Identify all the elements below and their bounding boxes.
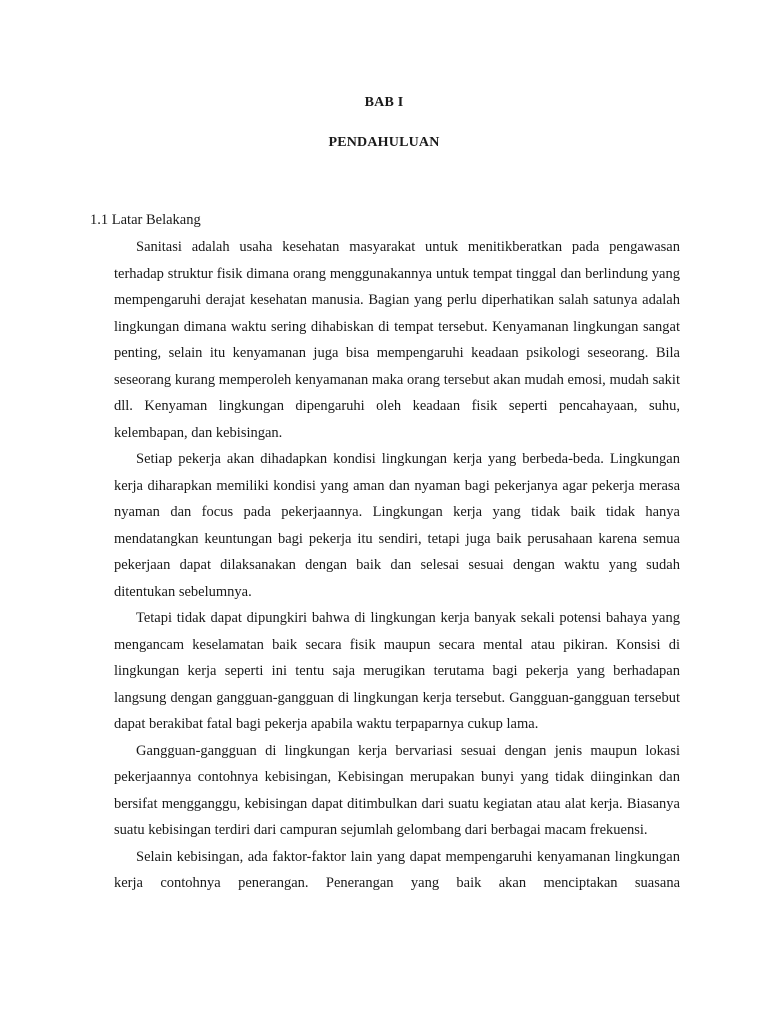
section-heading: 1.1 Latar Belakang xyxy=(90,212,201,228)
paragraph: Gangguan-gangguan di lingkungan kerja bervariasi sesuai dengan jenis maupun lokasi pekerjaannya contohnya kebisingan, Kebisingan merupakan bunyi yang tidak diinginkan dan bersifat mengganggu, kebisingan dapat ditimbulkan dari suatu kegiatan atau alat kerja. Biasanya suatu kebisingan terdiri dari campuran sejumlah gelombang dari berbagai macam frekuensi. xyxy=(114,742,680,838)
paragraph: Selain kebisingan, ada faktor-faktor lain yang dapat mempengaruhi kenyamanan lingkungan kerja contohnya penerangan. Penerangan yang baik akan menciptakan suasana xyxy=(114,848,680,891)
chapter-number: BAB I xyxy=(364,95,404,110)
chapter-title: PENDAHULUAN xyxy=(328,135,440,150)
paragraph: Sanitasi adalah usaha kesehatan masyarakat untuk menitikberatkan pada pengawasan terhadap struktur fisik dimana orang menggunakannya untuk tempat tinggal dan berlindung yang mempengaruhi derajat kesehatan manusia. Bagian yang perlu diperhatikan salah satunya adalah lingkungan dimana waktu sering dihabiskan di tempat tersebut. Kenyamanan lingkungan sangat penting, selain itu kenyamanan juga bisa mempengaruhi keadaan psikologi seseorang. Bila seseorang kurang memperoleh kenyamanan maka orang tersebut akan mudah emosi, mudah sakit dll. Kenyaman lingkungan dipengaruhi oleh keadaan fisik seperti pencahayaan, suhu, kelembapan, dan kebisingan. xyxy=(114,239,680,441)
paragraph: Tetapi tidak dapat dipungkiri bahwa di lingkungan kerja banyak sekali potensi bahaya yang mengancam keselamatan baik secara fisik maupun secara mental atau pikiran. Konsisi di lingkungan kerja seperti ini tentu saja merugikan terutama bagi pekerja yang berhadapan langsung dengan gangguan-gangguan di lingkungan kerja tersebut. Gangguan-gangguan tersebut dapat berakibat fatal bagi pekerja apabila waktu terpaparnya cukup lama. xyxy=(114,610,680,732)
paragraph: Setiap pekerja akan dihadapkan kondisi lingkungan kerja yang berbeda-beda. Lingkungan kerja diharapkan memiliki kondisi yang aman dan nyaman bagi pekerjanya agar pekerja merasa nyaman dan focus pada pekerjaannya. Lingkungan kerja yang tidak baik tidak hanya mendatangkan keuntungan bagi pekerja itu sendiri, tetapi juga baik perusahaan karena semua pekerjaan dapat dilaksanakan dengan baik dan selesai sesuai dengan waktu yang sudah ditentukan sebelumnya. xyxy=(114,451,680,600)
body-text xyxy=(114,234,680,897)
